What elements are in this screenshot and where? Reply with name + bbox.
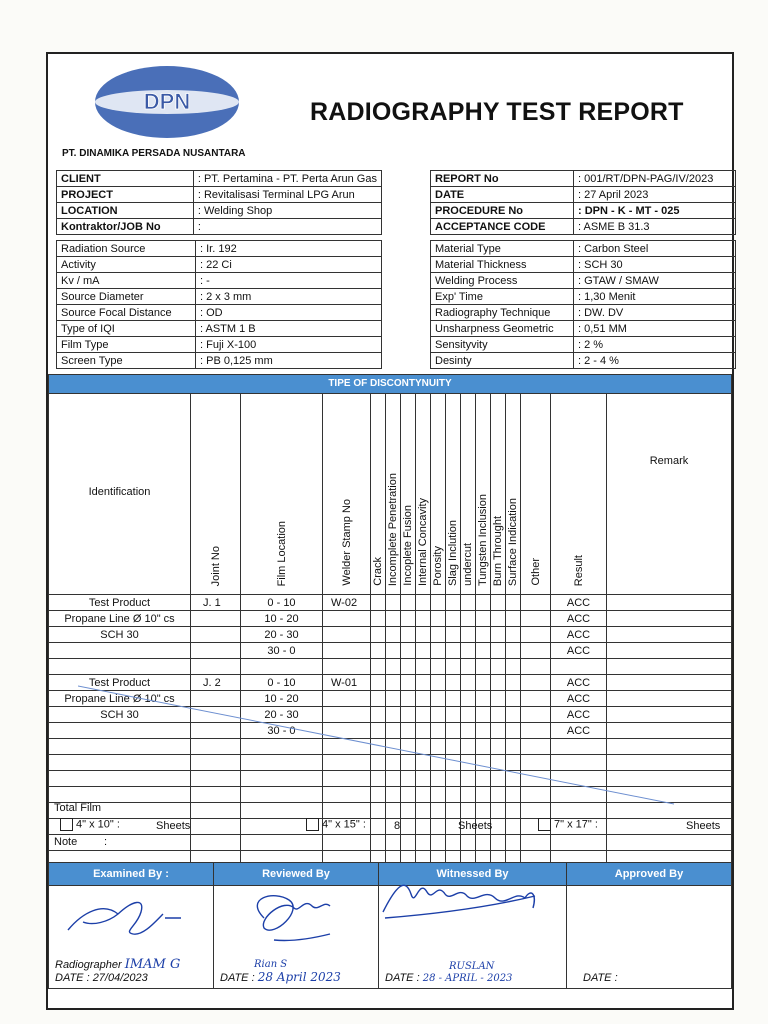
info-value: : 27 April 2023 bbox=[574, 187, 736, 203]
cell-discontinuity bbox=[491, 595, 506, 611]
reviewed-by-header: Reviewed By bbox=[214, 863, 379, 886]
col-result bbox=[551, 394, 607, 595]
col-disc bbox=[461, 394, 476, 595]
film-option-2-unit: Sheets bbox=[458, 820, 493, 832]
cell-discontinuity bbox=[401, 835, 416, 851]
info-label: CLIENT bbox=[57, 171, 194, 187]
info-row bbox=[431, 187, 736, 203]
info-value: : PB 0,125 mm bbox=[196, 353, 382, 369]
cell-discontinuity bbox=[386, 595, 401, 611]
report-info-table bbox=[430, 170, 736, 235]
dpn-logo bbox=[92, 64, 242, 140]
cell-discontinuity bbox=[386, 611, 401, 627]
cell-film: 30 - 0 bbox=[241, 723, 323, 739]
table-row bbox=[49, 659, 732, 675]
info-value: : 2 - 4 % bbox=[574, 353, 736, 369]
cell-result: ACC bbox=[551, 675, 607, 691]
radiographer-name: IMAM G bbox=[124, 957, 181, 972]
col-disc bbox=[521, 394, 551, 595]
cell-remark bbox=[607, 595, 732, 611]
info-label: DATE bbox=[431, 187, 574, 203]
cell-welder bbox=[323, 835, 371, 851]
info-label: Activity bbox=[57, 257, 196, 273]
info-label: Type of IQI bbox=[57, 321, 196, 337]
col-disc bbox=[401, 394, 416, 595]
info-label: REPORT No bbox=[431, 171, 574, 187]
cell-joint bbox=[191, 611, 241, 627]
cell-film: 20 - 30 bbox=[241, 627, 323, 643]
witnessed-date-label: DATE : bbox=[385, 972, 420, 984]
col-disc-label: Slag Inclution bbox=[447, 519, 459, 586]
col-disc-label: undercut bbox=[462, 543, 474, 586]
checkbox-4x15[interactable] bbox=[306, 818, 319, 831]
reviewed-by-cell bbox=[214, 886, 379, 989]
witness-signature bbox=[375, 868, 555, 938]
examiner-signature bbox=[63, 892, 193, 942]
info-row bbox=[431, 289, 736, 305]
cell-film: 0 - 10 bbox=[241, 675, 323, 691]
info-row bbox=[431, 337, 736, 353]
info-label: Kontraktor/JOB No bbox=[57, 219, 194, 235]
cell-discontinuity bbox=[476, 643, 491, 659]
col-welder bbox=[323, 394, 371, 595]
cell-result: ACC bbox=[551, 611, 607, 627]
col-disc-label: Other bbox=[529, 558, 542, 586]
info-label: Desinty bbox=[431, 353, 574, 369]
cell-film: 10 - 20 bbox=[241, 691, 323, 707]
info-label: LOCATION bbox=[57, 203, 194, 219]
cell-discontinuity bbox=[521, 659, 551, 675]
cell-result: ACC bbox=[551, 723, 607, 739]
cell-discontinuity bbox=[461, 643, 476, 659]
info-value: : PT. Pertamina - PT. Perta Arun Gas bbox=[193, 171, 381, 187]
cell-discontinuity bbox=[386, 835, 401, 851]
info-row bbox=[57, 289, 382, 305]
cell-discontinuity bbox=[491, 611, 506, 627]
cell-joint: J. 2 bbox=[191, 675, 241, 691]
cell-discontinuity bbox=[461, 835, 476, 851]
film-option-2 bbox=[306, 818, 366, 831]
cell-discontinuity bbox=[446, 595, 461, 611]
info-row bbox=[57, 187, 382, 203]
film-option-1 bbox=[60, 818, 120, 831]
note-label: Note bbox=[54, 836, 78, 848]
cell-joint bbox=[191, 643, 241, 659]
cell-discontinuity bbox=[491, 659, 506, 675]
cell-result: ACC bbox=[551, 627, 607, 643]
cell-remark bbox=[607, 611, 732, 627]
info-label: ACCEPTANCE CODE bbox=[431, 219, 574, 235]
cell-discontinuity bbox=[431, 643, 446, 659]
reviewer-name: Rian S bbox=[254, 959, 288, 970]
info-value: : OD bbox=[196, 305, 382, 321]
info-label: PROCEDURE No bbox=[431, 203, 574, 219]
info-value: : Revitalisasi Terminal LPG Arun bbox=[193, 187, 381, 203]
col-disc bbox=[506, 394, 521, 595]
radiographer-label: Radiographer bbox=[55, 959, 122, 971]
cell-welder bbox=[323, 611, 371, 627]
approved-by-header: Approved By bbox=[567, 863, 732, 886]
client-info-table bbox=[56, 170, 382, 235]
info-row bbox=[57, 257, 382, 273]
table-row bbox=[49, 595, 732, 611]
cell-film: 20 - 30 bbox=[241, 707, 323, 723]
cell-discontinuity bbox=[506, 819, 521, 835]
info-label: Material Thickness bbox=[431, 257, 574, 273]
reviewed-date-value: 28 April 2023 bbox=[257, 970, 341, 984]
cell-discontinuity bbox=[461, 659, 476, 675]
info-row bbox=[57, 353, 382, 369]
info-value: : 2 % bbox=[574, 337, 736, 353]
info-label: Radiation Source bbox=[57, 241, 196, 257]
table-row bbox=[49, 835, 732, 851]
cell-welder bbox=[323, 627, 371, 643]
info-row bbox=[57, 241, 382, 257]
reviewed-date-label: DATE : bbox=[220, 972, 255, 984]
cell-film: 30 - 0 bbox=[241, 643, 323, 659]
info-row bbox=[431, 273, 736, 289]
cell-discontinuity bbox=[431, 835, 446, 851]
cell-discontinuity bbox=[386, 659, 401, 675]
cell-discontinuity bbox=[416, 835, 431, 851]
col-disc bbox=[431, 394, 446, 595]
info-row bbox=[431, 353, 736, 369]
cell-discontinuity bbox=[371, 643, 386, 659]
col-film bbox=[241, 394, 323, 595]
info-row bbox=[431, 321, 736, 337]
cell-discontinuity bbox=[461, 611, 476, 627]
cell-ident: Test Product bbox=[49, 675, 191, 691]
approved-by-cell bbox=[567, 886, 732, 989]
info-value: : ASTM 1 B bbox=[196, 321, 382, 337]
cell-remark bbox=[607, 659, 732, 675]
cell-ident bbox=[49, 659, 191, 675]
info-label: PROJECT bbox=[57, 187, 194, 203]
cell-joint bbox=[191, 627, 241, 643]
info-row bbox=[57, 171, 382, 187]
cell-result: ACC bbox=[551, 691, 607, 707]
cell-discontinuity bbox=[521, 627, 551, 643]
cell-result bbox=[551, 659, 607, 675]
witnessed-date-value: 28 - APRIL - 2023 bbox=[422, 973, 513, 984]
col-joint-label: Joint No bbox=[209, 545, 222, 586]
info-value: : 0,51 MM bbox=[574, 321, 736, 337]
info-row bbox=[57, 337, 382, 353]
cell-discontinuity bbox=[476, 835, 491, 851]
report-title: RADIOGRAPHY TEST REPORT bbox=[310, 98, 684, 126]
col-disc-label: Incoplete Fusion bbox=[402, 505, 414, 586]
info-value: : DW. DV bbox=[574, 305, 736, 321]
examined-date: DATE : 27/04/2023 bbox=[55, 972, 148, 984]
col-disc-label: Burn Throught bbox=[492, 515, 504, 586]
col-identification: Identification bbox=[49, 394, 191, 595]
col-disc bbox=[446, 394, 461, 595]
info-label: Kv / mA bbox=[57, 273, 196, 289]
info-label: Sensityvity bbox=[431, 337, 574, 353]
cell-discontinuity bbox=[371, 835, 386, 851]
cell-discontinuity bbox=[506, 643, 521, 659]
cell-discontinuity bbox=[401, 627, 416, 643]
col-disc bbox=[491, 394, 506, 595]
info-value: : GTAW / SMAW bbox=[574, 273, 736, 289]
cell-discontinuity bbox=[401, 611, 416, 627]
info-value: : Welding Shop bbox=[193, 203, 381, 219]
film-option-3 bbox=[538, 818, 598, 831]
info-row bbox=[431, 241, 736, 257]
company-name: PT. DINAMIKA PERSADA NUSANTARA bbox=[62, 148, 246, 159]
cell-discontinuity bbox=[476, 627, 491, 643]
cell-discontinuity bbox=[401, 595, 416, 611]
cell-discontinuity bbox=[416, 595, 431, 611]
film-option-2-label: 4" x 15" : bbox=[322, 818, 366, 831]
cell-film: 0 - 10 bbox=[241, 595, 323, 611]
cell-discontinuity bbox=[371, 627, 386, 643]
cell-discontinuity bbox=[521, 835, 551, 851]
info-row bbox=[431, 203, 736, 219]
info-value: : 22 Ci bbox=[196, 257, 382, 273]
cell-result: ACC bbox=[551, 707, 607, 723]
col-disc-label: Tungsten Inclusion bbox=[477, 494, 489, 586]
info-row bbox=[57, 305, 382, 321]
cell-discontinuity bbox=[446, 659, 461, 675]
col-film-label: Film Location bbox=[275, 520, 288, 586]
cell-discontinuity bbox=[506, 659, 521, 675]
cell-film bbox=[241, 835, 323, 851]
crossout-line bbox=[78, 682, 678, 812]
cell-film bbox=[241, 659, 323, 675]
info-row bbox=[57, 219, 382, 235]
info-row bbox=[431, 305, 736, 321]
cell-welder: W-02 bbox=[323, 595, 371, 611]
cell-discontinuity bbox=[416, 819, 431, 835]
note-value: : bbox=[104, 836, 108, 848]
cell-discontinuity bbox=[416, 643, 431, 659]
source-info-table bbox=[56, 240, 382, 369]
cell-welder: W-01 bbox=[323, 675, 371, 691]
film-option-2-qty: 8 bbox=[394, 820, 401, 832]
material-info-table bbox=[430, 240, 736, 369]
film-option-1-label: 4" x 10" : bbox=[76, 818, 120, 831]
cell-joint bbox=[191, 835, 241, 851]
col-remark: Remark bbox=[607, 394, 732, 595]
info-value: : 2 x 3 mm bbox=[196, 289, 382, 305]
cell-discontinuity bbox=[506, 595, 521, 611]
film-option-3-unit: Sheets bbox=[686, 820, 721, 832]
cell-discontinuity bbox=[431, 819, 446, 835]
table-row bbox=[49, 611, 732, 627]
cell-ident: SCH 30 bbox=[49, 627, 191, 643]
cell-discontinuity bbox=[521, 643, 551, 659]
info-label: Exp' Time bbox=[431, 289, 574, 305]
table-row bbox=[49, 643, 732, 659]
cell-ident bbox=[49, 643, 191, 659]
cell-result: ACC bbox=[551, 643, 607, 659]
cell-discontinuity bbox=[416, 611, 431, 627]
col-disc-label: Surface Indication bbox=[507, 497, 519, 586]
cell-discontinuity bbox=[386, 643, 401, 659]
cell-discontinuity bbox=[491, 643, 506, 659]
cell-discontinuity bbox=[401, 643, 416, 659]
col-welder-label: Welder Stamp No bbox=[340, 499, 353, 586]
witnessed-by-header: Witnessed By bbox=[379, 863, 567, 886]
cell-discontinuity bbox=[476, 659, 491, 675]
cell-joint: J. 1 bbox=[191, 595, 241, 611]
info-row bbox=[57, 321, 382, 337]
col-disc bbox=[386, 394, 401, 595]
checkbox-7x17[interactable] bbox=[538, 818, 551, 831]
cell-discontinuity bbox=[446, 611, 461, 627]
cell-discontinuity bbox=[506, 627, 521, 643]
col-disc-label: Crack bbox=[372, 557, 384, 586]
reviewer-signature bbox=[234, 888, 364, 948]
cell-discontinuity bbox=[386, 627, 401, 643]
cell-ident: Propane Line Ø 10" cs bbox=[49, 691, 191, 707]
examined-by-header: Examined By : bbox=[49, 863, 214, 886]
report-page bbox=[46, 52, 734, 1010]
cell-discontinuity bbox=[416, 659, 431, 675]
logo-text: DPN bbox=[143, 89, 191, 114]
info-label: Material Type bbox=[431, 241, 574, 257]
info-label: Source Diameter bbox=[57, 289, 196, 305]
info-value: : 1,30 Menit bbox=[574, 289, 736, 305]
info-label: Radiography Technique bbox=[431, 305, 574, 321]
film-option-3-label: 7" x 17" : bbox=[554, 818, 598, 831]
info-row bbox=[431, 171, 736, 187]
cell-discontinuity bbox=[401, 819, 416, 835]
info-value: : SCH 30 bbox=[574, 257, 736, 273]
cell-discontinuity bbox=[431, 627, 446, 643]
cell-discontinuity bbox=[506, 611, 521, 627]
witness-name: RUSLAN bbox=[449, 961, 495, 972]
cell-discontinuity bbox=[506, 835, 521, 851]
cell-discontinuity bbox=[446, 643, 461, 659]
cell-discontinuity bbox=[461, 627, 476, 643]
cell-remark bbox=[607, 835, 732, 851]
cell-discontinuity bbox=[431, 659, 446, 675]
cell-discontinuity bbox=[521, 611, 551, 627]
col-joint bbox=[191, 394, 241, 595]
cell-discontinuity bbox=[461, 595, 476, 611]
info-value: : Fuji X-100 bbox=[196, 337, 382, 353]
cell-discontinuity bbox=[431, 595, 446, 611]
table-row bbox=[49, 627, 732, 643]
col-disc bbox=[416, 394, 431, 595]
info-row bbox=[431, 219, 736, 235]
checkbox-4x10[interactable] bbox=[60, 818, 73, 831]
cell-result: ACC bbox=[551, 595, 607, 611]
cell-result bbox=[551, 835, 607, 851]
cell-discontinuity bbox=[476, 595, 491, 611]
info-row bbox=[431, 257, 736, 273]
info-value: : DPN - K - MT - 025 bbox=[574, 203, 736, 219]
cell-welder bbox=[323, 659, 371, 675]
film-option-1-unit: Sheets bbox=[156, 820, 191, 832]
cell-film: 10 - 20 bbox=[241, 611, 323, 627]
cell-remark bbox=[607, 627, 732, 643]
table-row bbox=[49, 819, 732, 835]
cell-discontinuity bbox=[491, 835, 506, 851]
info-label: Source Focal Distance bbox=[57, 305, 196, 321]
col-result-label: Result bbox=[572, 554, 585, 586]
cell-discontinuity bbox=[371, 659, 386, 675]
witnessed-by-cell bbox=[379, 886, 567, 989]
discontinuity-banner: TIPE OF DISCONTYNUITY bbox=[49, 375, 732, 394]
cell-joint bbox=[191, 819, 241, 835]
col-disc-label: Internal Concavity bbox=[417, 497, 429, 586]
info-label: Welding Process bbox=[431, 273, 574, 289]
cell-discontinuity bbox=[416, 627, 431, 643]
cell-discontinuity bbox=[521, 595, 551, 611]
info-value: : bbox=[193, 219, 381, 235]
info-row bbox=[57, 203, 382, 219]
info-label: Film Type bbox=[57, 337, 196, 353]
info-value: : - bbox=[196, 273, 382, 289]
cell-discontinuity bbox=[371, 595, 386, 611]
info-value: : Ir. 192 bbox=[196, 241, 382, 257]
info-value: : Carbon Steel bbox=[574, 241, 736, 257]
info-value: : 001/RT/DPN-PAG/IV/2023 bbox=[574, 171, 736, 187]
cell-discontinuity bbox=[371, 819, 386, 835]
cell-discontinuity bbox=[371, 611, 386, 627]
cell-ident: Test Product bbox=[49, 595, 191, 611]
cell-discontinuity bbox=[491, 819, 506, 835]
examined-by-cell bbox=[49, 886, 214, 989]
col-disc bbox=[371, 394, 386, 595]
col-disc-label: Incomplete Penetration bbox=[387, 472, 399, 586]
cell-discontinuity bbox=[446, 627, 461, 643]
cell-discontinuity bbox=[491, 627, 506, 643]
cell-welder bbox=[323, 643, 371, 659]
cell-discontinuity bbox=[476, 611, 491, 627]
cell-ident: Propane Line Ø 10" cs bbox=[49, 611, 191, 627]
info-label: Unsharpness Geometric bbox=[431, 321, 574, 337]
cell-remark bbox=[607, 643, 732, 659]
info-label: Screen Type bbox=[57, 353, 196, 369]
total-film-label: Total Film bbox=[54, 802, 102, 814]
col-disc-label: Porosity bbox=[432, 546, 444, 586]
cell-ident: SCH 30 bbox=[49, 707, 191, 723]
info-value: : ASME B 31.3 bbox=[574, 219, 736, 235]
info-row bbox=[57, 273, 382, 289]
cell-discontinuity bbox=[401, 659, 416, 675]
cell-joint bbox=[191, 659, 241, 675]
col-disc bbox=[476, 394, 491, 595]
approved-date: DATE : bbox=[583, 972, 618, 984]
cell-discontinuity bbox=[446, 835, 461, 851]
signature-table bbox=[48, 862, 732, 989]
cell-discontinuity bbox=[431, 611, 446, 627]
